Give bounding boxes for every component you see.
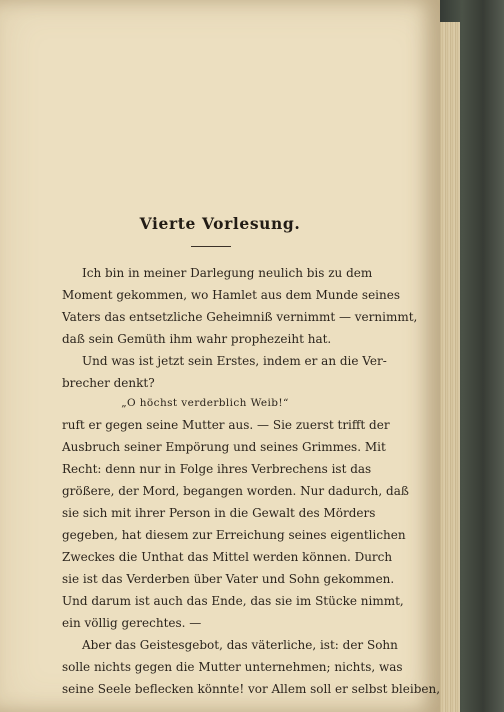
text-line: Ausbruch seiner Empörung und seines Grimmes. Mit	[62, 440, 386, 454]
text-line: Und was ist jetzt sein Erstes, indem er an die Ver-	[82, 354, 387, 368]
text-line: Recht: denn nur in Folge ihres Verbrechens ist das	[62, 462, 372, 476]
text-line: Moment gekommen, wo Hamlet aus dem Munde seines	[62, 288, 400, 302]
text-line: Vaters das entsetzliche Geheimniß vernimmt — vernimmt,	[62, 310, 418, 324]
text-line: seine Seele beflecken könnte! vor Allem soll er selbst bleiben,	[62, 682, 441, 696]
text-line: sie ist das Verderben über Vater und Sohn gekommen.	[62, 572, 395, 586]
text-line: größere, der Mord, begangen worden. Nur dadurch, daß	[62, 484, 409, 498]
text-line: Ich bin in meiner Darlegung neulich bis zu dem	[82, 266, 373, 280]
text-line: ein völlig gerechtes. —	[62, 616, 202, 630]
text-line: sie sich mit ihrer Person in die Gewalt des Mörders	[62, 506, 376, 520]
text-line: Und darum ist auch das Ende, das sie im Stücke nimmt,	[62, 594, 404, 608]
text-line: ruft er gegen seine Mutter aus. — Sie zuerst trifft der	[62, 418, 390, 432]
text-line: gegeben, hat diesem zur Erreichung seines eigentlichen	[62, 528, 406, 542]
heading-divider	[191, 246, 231, 247]
text-line: Aber das Geistesgebot, das väterliche, ist: der Sohn	[82, 638, 398, 652]
text-line: Zweckes die Unthat das Mittel werden können. Durch	[62, 550, 393, 564]
text-line: solle nichts gegen die Mutter unternehmen; nichts, was	[62, 660, 403, 674]
quote-line: „O höchst verderblich Weib!“	[121, 397, 289, 409]
chapter-heading: Vierte Vorlesung.	[139, 214, 301, 233]
text-line: daß sein Gemüth ihm wahr prophezeiht hat.	[62, 332, 332, 346]
text-line: brecher denkt?	[62, 376, 155, 390]
